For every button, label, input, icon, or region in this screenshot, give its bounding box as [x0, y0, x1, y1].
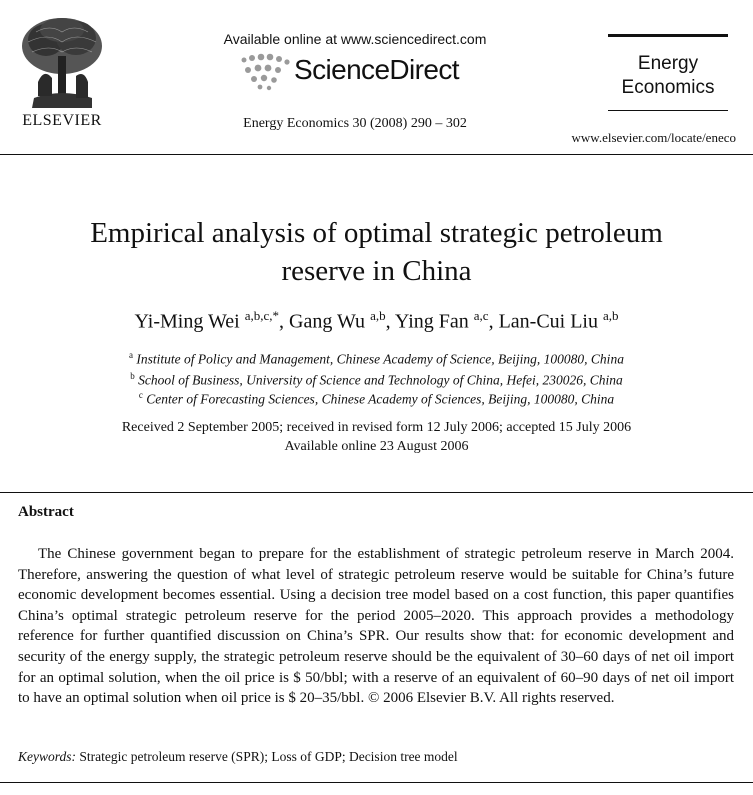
author-affiliation-mark: a,c	[473, 308, 489, 323]
author-affiliation-mark: a,b,c,*	[244, 308, 280, 323]
journal-url-link[interactable]: www.elsevier.com/locate/eneco	[571, 130, 736, 145]
author-separator: ,	[385, 310, 395, 333]
article-title	[0, 214, 753, 290]
abstract-text: The Chinese government began to prepare for the establishment of strategic petroleum reserve in March 2004. Therefore, answering the question of what level of strategic petroleum reserve would be suitable for China’s future economic development becomes essential. Using a decision tree model based on a cost function, this paper quantifies China’s optimal strategic petroleum reserve for the period 2005–2020. This approach provides a methodology reference for further quantified discussion on China’s SPR. Our results show that: for economic development and security of the energy supply, the strategic petroleum reserve should be the equivalent of 30–60 days of net oil import for an optimal solution, when the oil price is $ 50/bbl; with a reserve of an equivalent of 60–90 days of net oil import to have an optimal solution when oil price is $ 20–35/bbl. © 2006 Elsevier B.V. All rights reserved.	[18, 546, 734, 707]
abstract-divider	[0, 492, 753, 493]
author-separator: ,	[279, 310, 290, 333]
article-title-line: reserve in China	[281, 255, 472, 287]
journal-citation: Energy Economics 30 (2008) 290 – 302	[243, 116, 467, 131]
abstract-divider	[0, 782, 753, 783]
publisher-wordmark: ELSEVIER	[22, 112, 102, 129]
affiliation	[0, 350, 753, 368]
keywords-label: Keywords:	[18, 749, 76, 764]
affiliation-mark: b	[130, 371, 135, 381]
sciencedirect-dots-icon	[238, 52, 296, 92]
author-name: Lan-Cui Liu	[498, 310, 603, 333]
affiliation-text: Center of Forecasting Sciences, Chinese Academy of Sciences, Beijing, 100080, China	[146, 391, 615, 407]
journal-box-rule	[608, 110, 728, 111]
affiliation-mark: c	[138, 390, 143, 400]
author-name: Yi-Ming Wei	[134, 310, 245, 333]
keywords-line	[18, 749, 458, 765]
affiliation-text: Institute of Policy and Management, Chinese Academy of Science, Beijing, 100080, China	[136, 351, 624, 367]
article-title-line: Empirical analysis of optimal strategic petroleum	[90, 217, 663, 249]
received-dates: Received 2 September 2005; received in revised form 12 July 2006; accepted 15 July 2006	[121, 420, 632, 435]
author-affiliation-mark: a,b	[603, 308, 619, 323]
sciencedirect-wordmark: ScienceDirect	[294, 54, 459, 85]
journal-title-box	[608, 52, 728, 100]
author-list	[0, 308, 753, 334]
author-separator: ,	[488, 310, 499, 333]
header-divider	[0, 154, 753, 155]
affiliation	[0, 390, 753, 408]
abstract-heading: Abstract	[18, 504, 74, 520]
author-name: Ying Fan	[394, 310, 474, 333]
affiliation-text: School of Business, University of Science and Technology of China, Hefei, 230026, China	[138, 372, 623, 388]
author-affiliation-mark: a,b	[370, 308, 386, 323]
affiliation-mark: a	[129, 350, 134, 360]
elsevier-tree-icon	[14, 12, 110, 112]
sciencedirect-logo[interactable]	[238, 52, 488, 92]
journal-title-line: Economics	[621, 77, 715, 98]
available-online-link[interactable]: Available online at www.sciencedirect.com	[223, 31, 487, 47]
keywords-text: Strategic petroleum reserve (SPR); Loss of GDP; Decision tree model	[76, 749, 458, 764]
author-name: Gang Wu	[289, 310, 371, 333]
available-online-date: Available online 23 August 2006	[284, 439, 469, 454]
journal-box-rule	[608, 34, 728, 37]
affiliation	[0, 371, 753, 389]
journal-title-line: Energy	[637, 53, 699, 74]
